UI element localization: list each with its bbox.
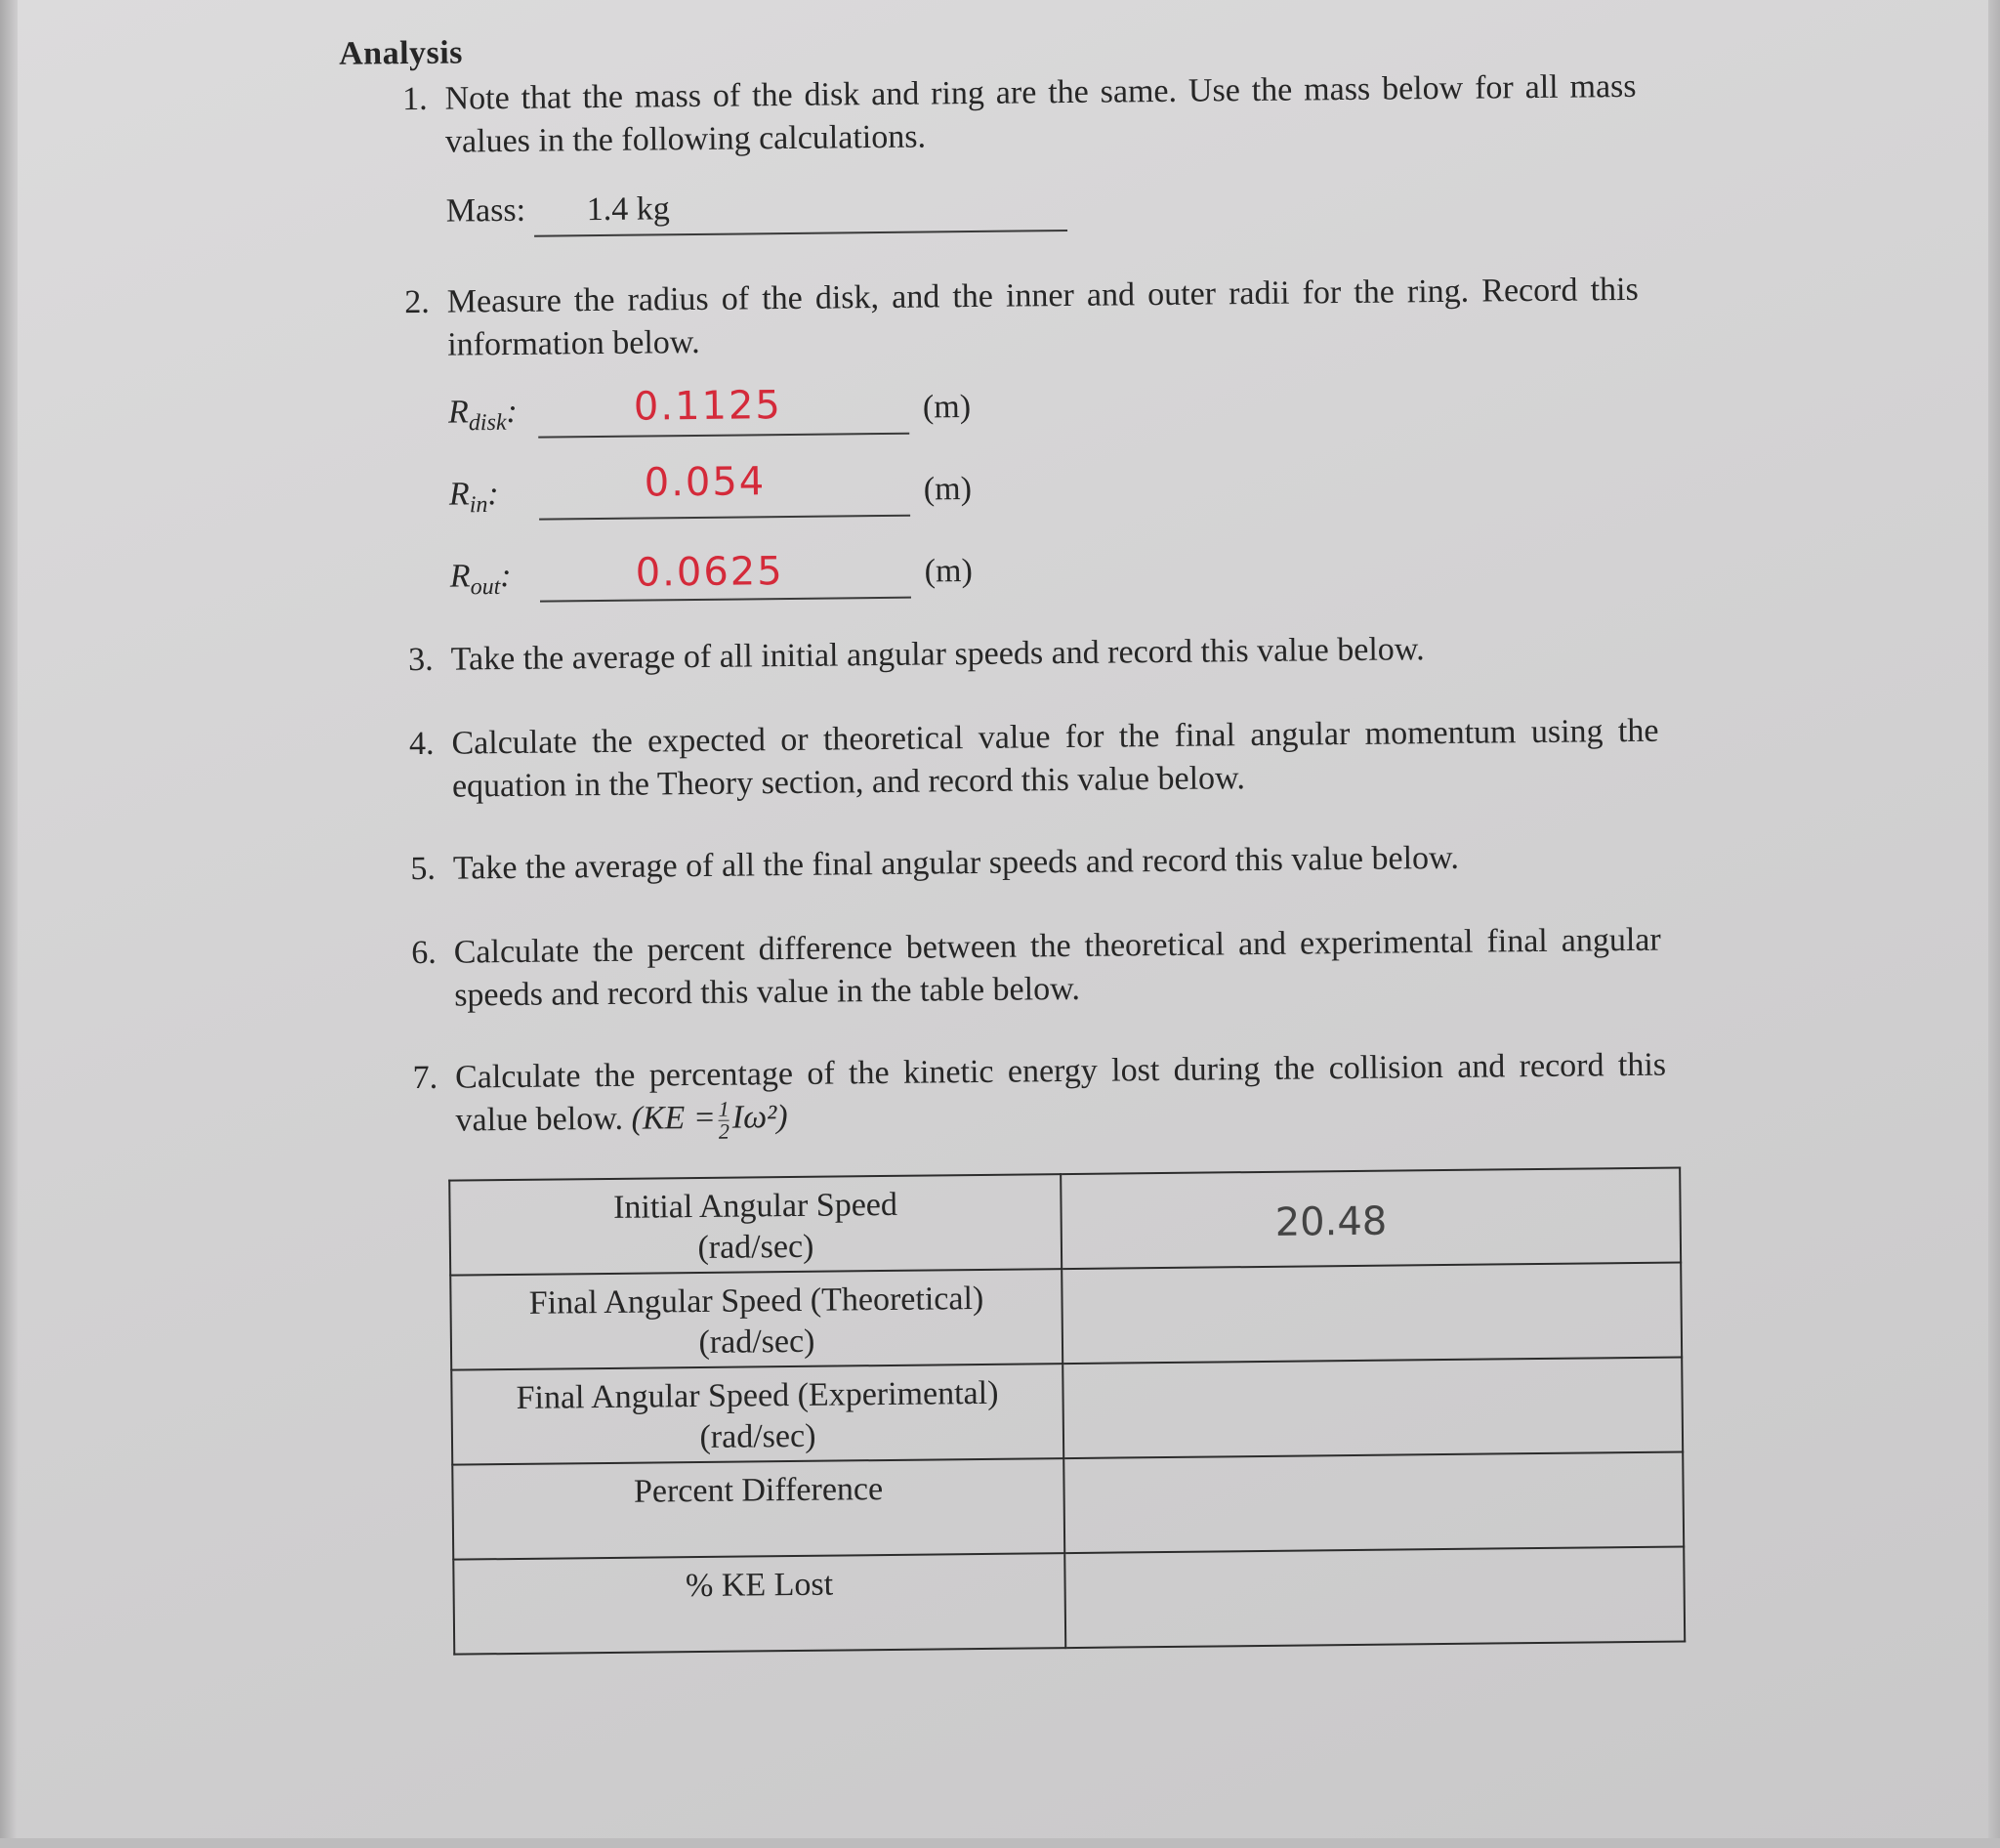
question-text: Calculate the percentage of the kinetic energy lost during the collision and record this value below. (KE = $\frac{1}{2}$ Iω²) [454,1046,1667,1144]
results-table [448,1166,1686,1655]
ke-formula: (KE = $\frac{1}{2}$ Iω²) [631,1096,788,1144]
value-cell-initial-speed[interactable] [1061,1167,1681,1269]
initial-speed-value: 20.48 [1274,1198,1388,1245]
table-row [453,1546,1685,1654]
table-row [449,1167,1681,1275]
r-disk-value: 0.1125 [633,383,783,430]
row-label: Percent Difference [452,1458,1064,1560]
r-out-value: 0.0625 [635,549,784,596]
row-label: % KE Lost [453,1553,1065,1655]
value-cell-percent-difference[interactable] [1063,1451,1684,1553]
fraction: $\frac{1}{2}$ [718,1096,730,1144]
question-number: 1. [401,80,428,118]
value-cell-final-theoretical[interactable] [1062,1262,1682,1364]
question-7 [398,1044,1669,1165]
question-number: 6. [411,934,437,972]
r-out-underline [540,597,911,603]
mass-field [446,187,1071,238]
question-number: 2. [404,283,430,321]
value-cell-ke-lost[interactable] [1064,1546,1685,1648]
question-number: 7. [412,1059,438,1097]
r-in-unit: (m) [923,471,973,508]
question-1 [388,65,1648,173]
question-text: Take the average of all the final angular speeds and record this value below. [452,839,1460,887]
question-number: 3. [407,641,434,679]
row-label: Final Angular Speed (Theoretical) (rad/sec) [450,1269,1062,1370]
r-out-unit: (m) [924,553,973,590]
mass-value: 1.4 kg [586,190,670,229]
table-row [451,1357,1683,1464]
question-number: 4. [408,725,435,763]
question-3 [394,626,1653,689]
mass-underline [534,230,1067,237]
question-6 [397,919,1661,1027]
mass-label: Mass: [445,191,526,230]
r-in-value: 0.054 [644,459,767,506]
table-row [452,1451,1684,1559]
r-disk-underline [538,433,909,439]
row-label: Final Angular Speed (Experimental) (rad/sec) [451,1364,1063,1465]
question-5 [396,835,1656,898]
r-in-label: $R_{in}$: [448,476,499,519]
r-disk-unit: (m) [922,389,972,426]
question-number: 5. [410,850,437,888]
question-text: Take the average of all initial angular speeds and record this value below. [450,631,1425,678]
table-row [450,1262,1682,1369]
r-in-underline [539,515,910,521]
question-text: Note that the mass of the disk and ring are the same. Use the mass below for all mass values in the following calculations. [444,67,1637,160]
section-heading: Analysis [338,34,464,72]
question-text: Measure the radius of the disk, and the inner and outer radii for the ring. Record this information below. [446,271,1639,363]
r-out-label: $R_{out}$: [449,557,512,601]
question-4 [395,710,1659,818]
row-label: Initial Angular Speed (rad/sec) [449,1174,1062,1276]
question-text: Calculate the expected or theoretical value for the final angular momentum using the equation in the Theory section, and record this value below. [451,712,1659,805]
question-2 [391,269,1651,376]
value-cell-final-experimental[interactable] [1062,1357,1683,1458]
question-text: Calculate the percent difference between the theoretical and experimental final angular speeds and record this value in the table below. [453,921,1661,1014]
r-disk-label: $R_{disk}$: [447,393,518,437]
